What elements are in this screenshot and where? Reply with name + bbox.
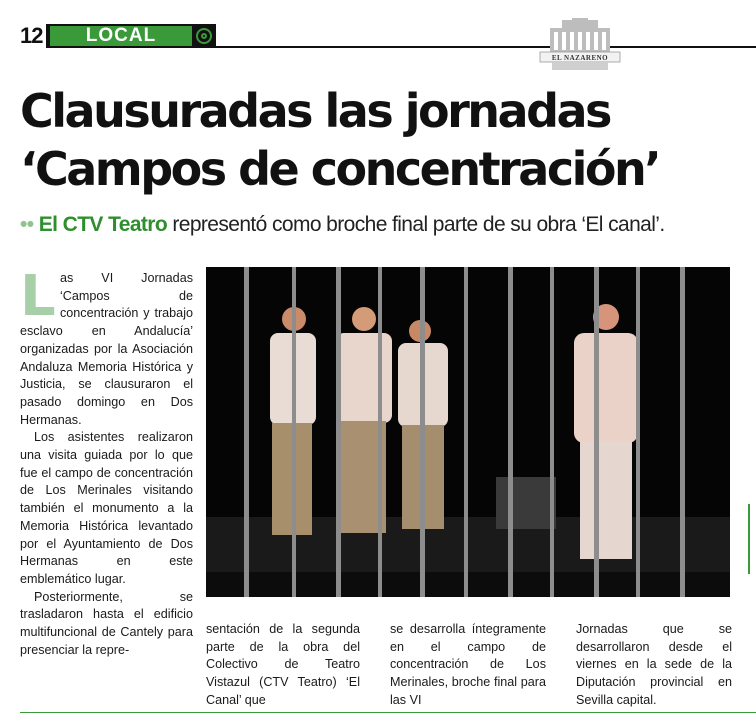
logo-text: EL NAZARENO	[551, 54, 609, 62]
subtitle-text: representó como broche final parte de su obra ‘El canal’.	[167, 213, 665, 236]
paragraph-3: Posteriormente, se trasladaron hasta el edificio multifuncional de Cantely para presenciar la repre-	[20, 589, 193, 657]
paragraph-2: Los asistentes realizaron una visita guiada por lo que fue el campo de concentración de Los Merinales visitando también el monumento a la Memoria Histórica levantado por el Ayuntamiento de Dos Hermanas en este emblemático lugar.	[20, 430, 193, 586]
article-title	[20, 82, 740, 198]
header-rule	[216, 46, 756, 48]
subtitle-bold: El CTV Teatro	[38, 213, 168, 236]
paragraph-5: se desarrolla íntegramente en el campo de concentración de Los Merinales, broche final para las VI	[390, 622, 546, 707]
page-header	[20, 23, 756, 62]
newspaper-logo	[532, 18, 628, 72]
target-icon	[196, 28, 212, 44]
paragraph-1: Las VI Jornadas ‘Campos de concentración y trabajo esclavo en Andalucía’ organizadas por la Asociación Andaluza Memoria Histórica y Justicia, se clausuraron el pasado domingo en Dos Hermanas.	[20, 264, 193, 427]
section-tab	[46, 24, 216, 48]
paragraph-6: Jornadas que se desarrollaron desde el viernes en la sede de la Diputación provincial en Sevilla capital.	[576, 622, 732, 707]
column-4	[576, 621, 732, 710]
title-line-1: Clausuradas las jornadas	[20, 84, 610, 138]
page-number: 12	[20, 23, 43, 48]
building-logo-icon	[532, 18, 628, 72]
column-1	[20, 264, 193, 659]
paragraph-4: sentación de la segunda parte de la obra del Colectivo de Teatro Vistazul (CTV Teatro) ‘El Canal’ que	[206, 622, 360, 707]
bottom-rule	[20, 712, 756, 713]
drop-cap: L	[20, 264, 56, 329]
column-2	[206, 621, 360, 710]
side-rule	[748, 504, 750, 574]
column-3	[390, 621, 546, 710]
subtitle-bullets: ••	[20, 213, 34, 236]
title-line-2: ‘Campos de concentración’	[20, 142, 660, 196]
theatre-photo-icon	[206, 267, 730, 597]
article-subtitle	[20, 212, 750, 238]
section-label: LOCAL	[50, 26, 192, 46]
theatre-photo	[206, 267, 730, 597]
